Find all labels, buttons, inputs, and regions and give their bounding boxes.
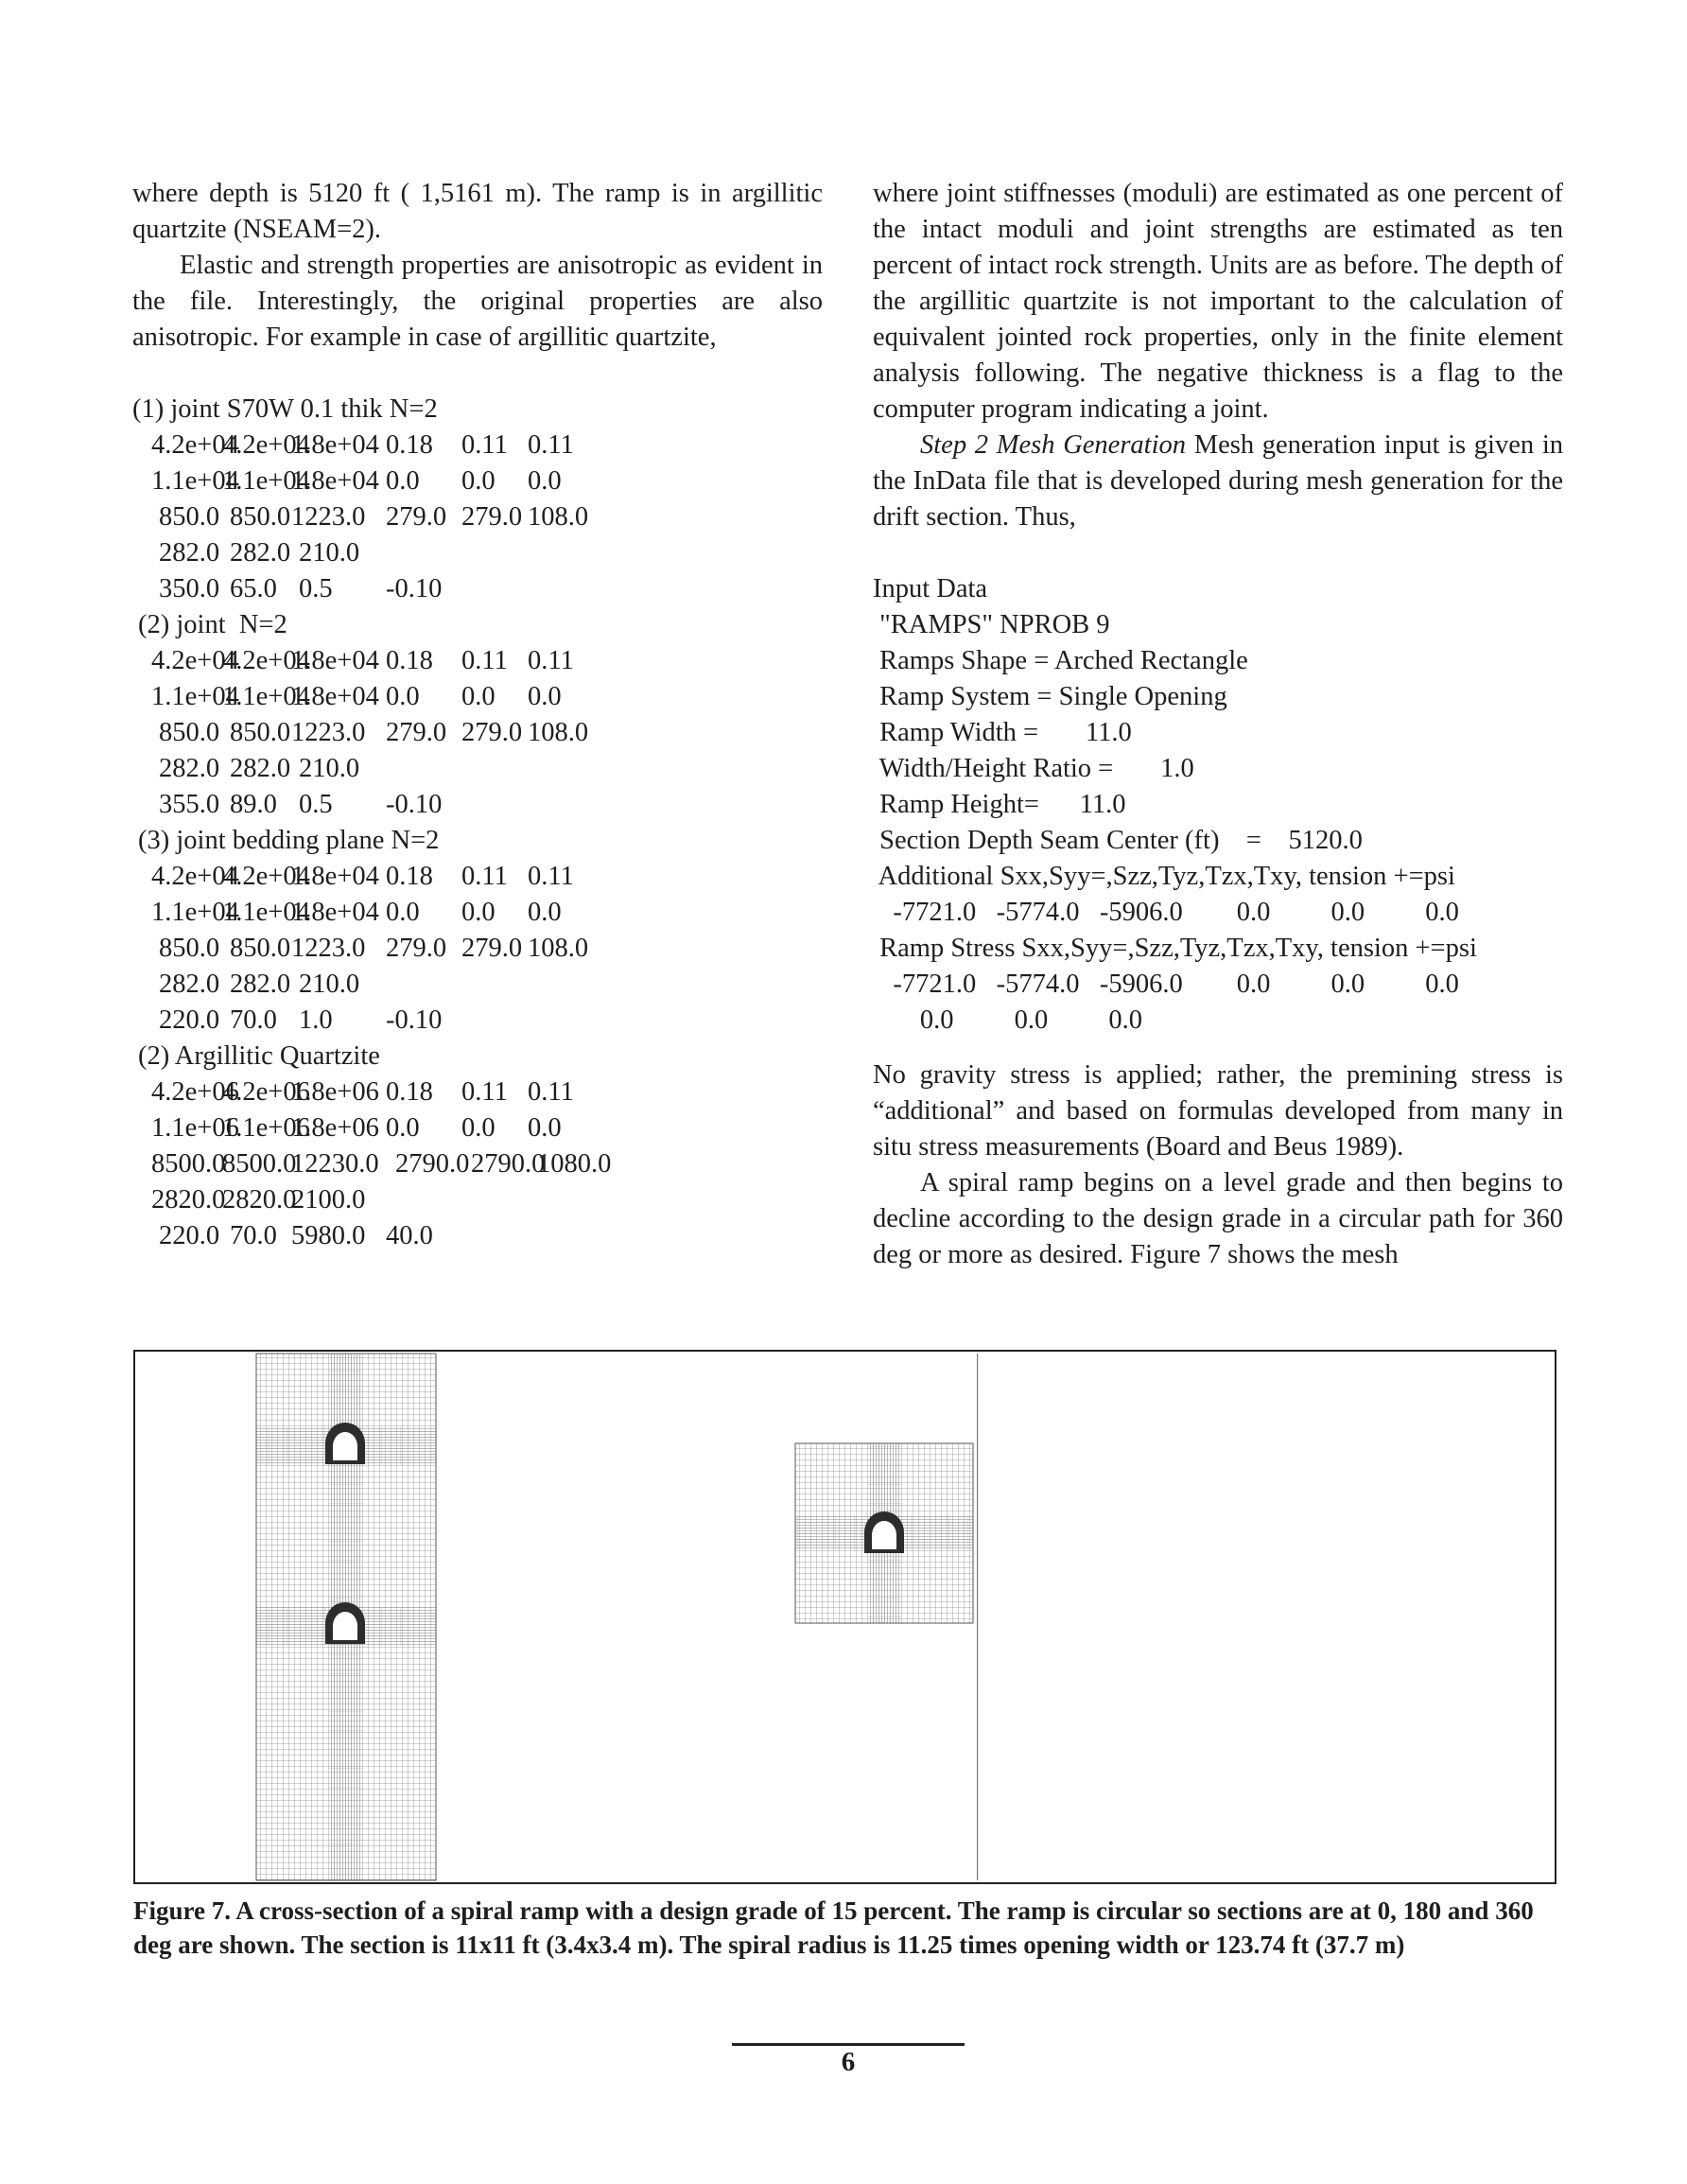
joint-data-cell: 0.0 — [461, 466, 496, 496]
joint-data-cell: 282.0 — [230, 970, 291, 999]
spacer — [132, 356, 823, 392]
joint-data-cell: 0.11 — [461, 646, 508, 675]
joint-data-row — [132, 535, 823, 571]
joint-data-cell: 1.8e+04 — [291, 466, 379, 496]
joint-data-cell: 70.0 — [230, 1005, 277, 1035]
joint-data-cell: 850.0 — [159, 502, 220, 532]
spiral-ramp-paragraph: A spiral ramp begins on a level grade and then begins to decline according to the design grade in a circular path for 360 deg or more as desired. Figure 7 shows the mesh — [873, 1168, 1563, 1269]
joint-data-row — [132, 715, 823, 751]
joint-data-cell: 0.11 — [528, 1077, 574, 1107]
joint-data-cell: 220.0 — [159, 1221, 220, 1250]
spacer — [873, 535, 1563, 571]
joint-data-cell: 4.2e+06 — [151, 1077, 239, 1107]
joint-data-cell: 282.0 — [159, 538, 220, 568]
right-column — [873, 176, 1563, 1273]
joint-data-cell: 1.1e+04 — [151, 898, 239, 927]
input-data-line: Section Depth Seam Center (ft) = 5120.0 — [873, 826, 1363, 855]
joint-data-cell: 2820.0 — [222, 1185, 297, 1214]
joint-data-cell: 0.11 — [528, 646, 574, 675]
joint-data-cell: 0.0 — [528, 466, 562, 496]
mesh-figure — [135, 1352, 1555, 1882]
joint-data-row — [132, 787, 823, 823]
joint-data-cell: 0.0 — [528, 682, 562, 711]
joint-data-cell: 0.0 — [386, 898, 420, 927]
joint-data-cell: 0.0 — [528, 1113, 562, 1143]
joint-data-row — [132, 967, 823, 1003]
joint-data-cell: 2100.0 — [291, 1185, 366, 1214]
input-data-line: Additional Sxx,Syy=,Szz,Tyz,Tzx,Txy, tension +=psi — [873, 862, 1455, 891]
input-data-line: Ramp Height= 11.0 — [873, 790, 1126, 819]
input-data-line: Ramp System = Single Opening — [873, 682, 1227, 711]
page-number: 6 — [841, 2047, 856, 2077]
joint-data-row — [132, 931, 823, 967]
joint-data-cell: 279.0 — [386, 718, 447, 747]
joint-data-cell: 1.8e+06 — [291, 1077, 379, 1107]
joint-data-cell: 4.2e+04 — [222, 862, 310, 891]
joint-data-cell: 2790.0 — [395, 1149, 470, 1179]
joint-data-cell: 0.18 — [386, 646, 433, 675]
joint-data-cell: 279.0 — [386, 934, 447, 963]
joint-data-cell: 2790.0 — [471, 1149, 546, 1179]
joint-data-row — [132, 1146, 823, 1182]
joint-data-cell: 0.11 — [528, 430, 574, 460]
joint-data-cell: 0.18 — [386, 862, 433, 891]
figure-divider-line — [977, 1354, 978, 1880]
joint-data-cell: 282.0 — [230, 754, 291, 783]
joint-data-cell: 355.0 — [159, 790, 220, 819]
joint-data-cell: 1.8e+06 — [291, 1113, 379, 1143]
joint-data-cell: 350.0 — [159, 574, 220, 603]
input-data-line: -7721.0 -5774.0 -5906.0 0.0 0.0 0.0 — [873, 898, 1459, 927]
stiffness-paragraph: where joint stiffnesses (moduli) are estimated as one percent of the intact moduli and joint strengths are estimated as ten percent of intact rock strength. Units are as before. The depth of the argillitic quartzite is not important to the calculation of equivalent jointed rock properties, only in the finite element analysis following. The negative thickness is a flag to the computer program indicating a joint. — [873, 179, 1563, 424]
joint-data-cell: 4.2e+06 — [222, 1077, 310, 1107]
ramp-opening-360-deg — [325, 1602, 365, 1644]
input-data-line: -7721.0 -5774.0 -5906.0 0.0 0.0 0.0 — [873, 970, 1459, 999]
joint-data-cell: 0.0 — [386, 466, 420, 496]
joint-data-cell: 210.0 — [299, 538, 360, 568]
joint-data-cell: 1.1e+04 — [222, 466, 310, 496]
joint-data-cell: 8500.0 — [151, 1149, 226, 1179]
intro-paragraph-1: where depth is 5120 ft ( 1,5161 m). The ramp is in argillitic quartzite (NSEAM=2). — [132, 179, 823, 244]
joint-data-cell: 1.8e+04 — [291, 898, 379, 927]
joint-data-cell: 1.1e+06 — [151, 1113, 239, 1143]
step-heading: Step 2 Mesh Generation — [920, 430, 1187, 460]
ramp-opening-180-deg — [864, 1511, 904, 1553]
joint-data-cell: 108.0 — [528, 718, 589, 747]
joint-data-cell: 2820.0 — [151, 1185, 226, 1214]
joint-data-cell: 1.8e+04 — [291, 682, 379, 711]
joint-data-cell: 850.0 — [159, 718, 220, 747]
joint-data-cell: 89.0 — [230, 790, 277, 819]
input-data-line: 0.0 0.0 0.0 — [873, 1005, 1142, 1035]
joint-data-row — [132, 751, 823, 787]
input-data-line: Ramps Shape = Arched Rectangle — [873, 646, 1248, 675]
figure-7-frame — [133, 1350, 1557, 1884]
joint-data-row — [132, 643, 823, 679]
joint-data-row — [132, 1110, 823, 1146]
input-data-line: Ramp Stress Sxx,Syy=,Szz,Tyz,Tzx,Txy, tension +=psi — [873, 934, 1477, 963]
joint-data-cell: -0.10 — [386, 1005, 443, 1035]
joint-data-cell: 70.0 — [230, 1221, 277, 1250]
joint-data-cell: 220.0 — [159, 1005, 220, 1035]
joint-set-label: (2) joint N=2 — [138, 610, 287, 639]
joint-data-cell: 1.1e+04 — [151, 466, 239, 496]
joint-data-cell: 279.0 — [461, 502, 523, 532]
input-data-listing — [873, 607, 1563, 1039]
joint-data-cell: 0.11 — [461, 430, 508, 460]
joint-data-cell: 0.18 — [386, 430, 433, 460]
joint-data-cell: 4.2e+04 — [151, 646, 239, 675]
joint-data-cell: 1.1e+04 — [222, 898, 310, 927]
joint-data-cell: 12230.0 — [291, 1149, 379, 1179]
joint-data-cell: -0.10 — [386, 790, 443, 819]
joint-data-cell: 0.0 — [528, 898, 562, 927]
joint-data-cell: 0.0 — [461, 1113, 496, 1143]
joint-data-cell: 1.0 — [299, 1005, 333, 1035]
joint-data-row — [132, 1218, 823, 1254]
joint-data-row — [132, 499, 823, 535]
joint-data-row — [132, 428, 823, 463]
joint-data-cell: 108.0 — [528, 934, 589, 963]
mesh-generation-text: Mesh generation input is given in the InData file that is developed during mesh generation for the drift section. Thus, — [873, 430, 1563, 532]
joint-data-cell: -0.10 — [386, 574, 443, 603]
joint-data-row — [132, 895, 823, 931]
joint-data-cell: 4.2e+04 — [222, 646, 310, 675]
joint-data-row — [132, 1003, 823, 1039]
joint-data-cell: 65.0 — [230, 574, 277, 603]
joint-set-label: (2) Argillitic Quartzite — [138, 1041, 380, 1071]
joint-data-cell: 1223.0 — [291, 502, 366, 532]
mesh-generation-paragraph — [873, 428, 1563, 535]
joint-data-cell: 0.11 — [461, 1077, 508, 1107]
joint-data-row — [132, 463, 823, 499]
joint-data-cell: 1.8e+04 — [291, 862, 379, 891]
joint-data-cell: 4.2e+04 — [222, 430, 310, 460]
joint-data-cell: 40.0 — [386, 1221, 433, 1250]
joint-data-cell: 0.11 — [461, 862, 508, 891]
joint-data-cell: 1.8e+04 — [291, 646, 379, 675]
intro-paragraph-2: Elastic and strength properties are anisotropic as evident in the file. Interestingly, the original properties are also anisotropic. For example in case of argillitic quartzite, — [132, 251, 823, 352]
joint-data-cell: 0.18 — [386, 1077, 433, 1107]
figure-caption: Figure 7. A cross-section of a spiral ramp with a design grade of 15 percent. The ramp is circular so sections are at 0, 180 and 360 deg are shown. The section is 11x11 ft (3.4x3.4 m). The spiral radius is 11.25 times opening width or 123.74 ft (37.7 m) — [133, 1896, 1534, 1959]
joint-data-cell: 850.0 — [230, 718, 291, 747]
page-number-rule — [732, 2043, 965, 2046]
joint-set-label: (3) joint bedding plane N=2 — [138, 826, 440, 855]
joint-data-cell: 282.0 — [230, 538, 291, 568]
joint-data-row — [132, 1182, 823, 1218]
joint-data-cell: 4.2e+04 — [151, 430, 239, 460]
joint-data-cell: 1.1e+06 — [222, 1113, 310, 1143]
joint-data-cell: 0.5 — [299, 790, 333, 819]
joint-data-cell: 279.0 — [461, 934, 523, 963]
joint-data-cell: 850.0 — [230, 934, 291, 963]
input-data-line: "RAMPS" NPROB 9 — [873, 610, 1110, 639]
joint-data-cell: 8500.0 — [222, 1149, 297, 1179]
joint-data-cell: 1.8e+04 — [291, 430, 379, 460]
ramp-opening-0-deg — [325, 1423, 365, 1464]
joint-data-cell: 850.0 — [159, 934, 220, 963]
input-data-title: Input Data — [873, 574, 988, 603]
joint-data-cell: 0.0 — [461, 682, 496, 711]
joint-data-cell: 210.0 — [299, 754, 360, 783]
joint-data-cell: 1080.0 — [537, 1149, 612, 1179]
joint-data-row — [132, 679, 823, 715]
joint-data-cell: 0.0 — [386, 682, 420, 711]
joint-data-cell: 1223.0 — [291, 718, 366, 747]
joint-data-cell: 279.0 — [386, 502, 447, 532]
joint-data-cell: 850.0 — [230, 502, 291, 532]
joint-data-cell: 282.0 — [159, 754, 220, 783]
joint-data-cell: 1.1e+04 — [222, 682, 310, 711]
joint-data-cell: 0.5 — [299, 574, 333, 603]
left-column — [132, 176, 823, 1254]
spacer — [873, 1039, 1563, 1057]
joint-data-cell: 4.2e+04 — [151, 862, 239, 891]
input-data-line: Width/Height Ratio = 1.0 — [873, 754, 1194, 783]
joint-data-cell: 0.0 — [386, 1113, 420, 1143]
joint-set-label: (1) joint S70W 0.1 thik N=2 — [132, 394, 438, 424]
joint-data-cell: 5980.0 — [291, 1221, 366, 1250]
joint-data-cell: 108.0 — [528, 502, 589, 532]
joint-data-cell: 279.0 — [461, 718, 523, 747]
joint-data-cell: 0.11 — [528, 862, 574, 891]
joint-data-cell: 1.1e+04 — [151, 682, 239, 711]
joint-data-cell: 210.0 — [299, 970, 360, 999]
joint-data-row — [132, 859, 823, 895]
input-data-line: Ramp Width = 11.0 — [873, 718, 1132, 747]
joint-data-cell: 0.0 — [461, 898, 496, 927]
gravity-stress-paragraph: No gravity stress is applied; rather, the premining stress is “additional” and based on formulas developed from many in situ stress measurements (Board and Beus 1989). — [873, 1060, 1563, 1162]
joint-data-row — [132, 1075, 823, 1110]
joint-data-cell: 1223.0 — [291, 934, 366, 963]
joint-property-listing — [132, 392, 823, 1254]
joint-data-row — [132, 571, 823, 607]
joint-data-cell: 282.0 — [159, 970, 220, 999]
